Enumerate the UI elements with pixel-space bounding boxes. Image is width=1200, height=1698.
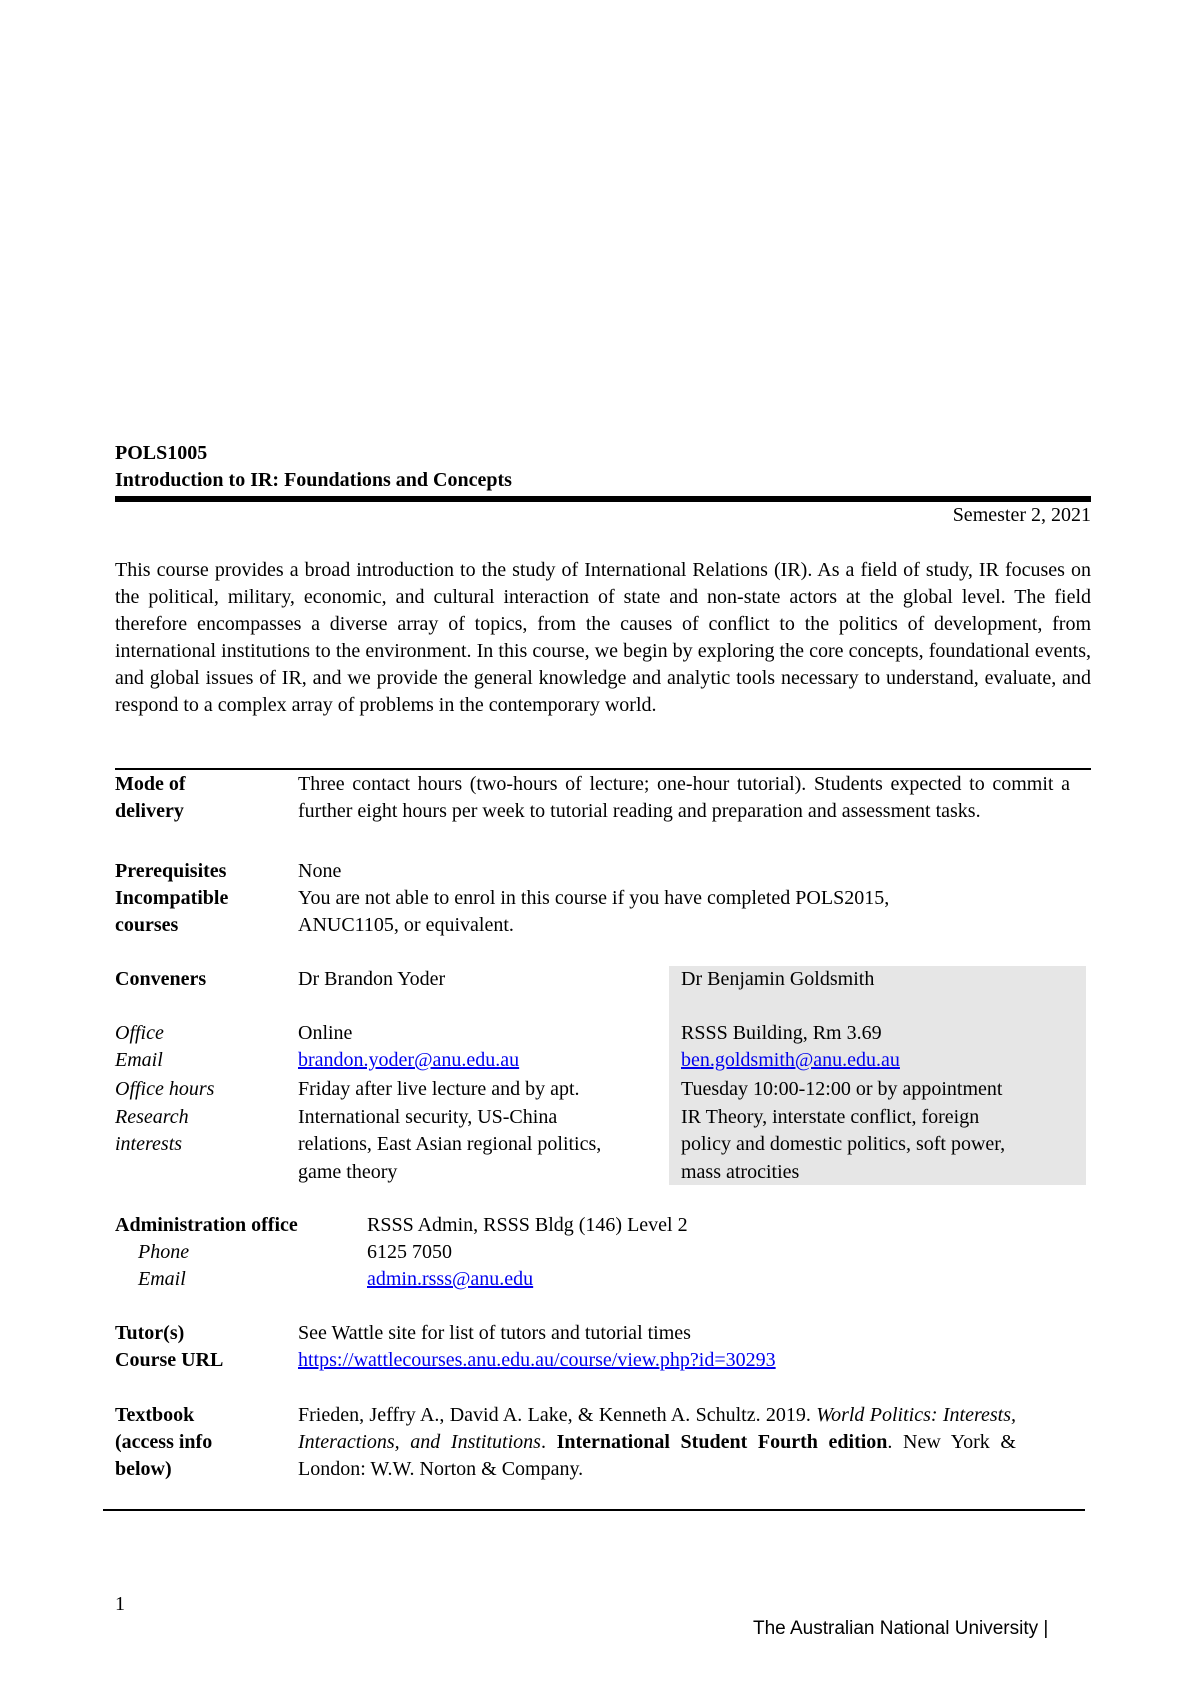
convener1-name: Dr Brandon Yoder [298, 968, 446, 990]
header-divider [115, 496, 1091, 502]
research-label-line2: interests [115, 1133, 183, 1155]
convener2-email-link[interactable]: ben.goldsmith@anu.edu.au [681, 1049, 900, 1071]
textbook-label-line1: Textbook [115, 1404, 195, 1426]
delivery-value: Three contact hours (two-hours of lecture; one-hour tutorial). Students expected to commit a further eight hours per week to tutorial reading and preparation and assessment tasks. [298, 773, 1070, 822]
prerequisites-label: Prerequisites [115, 860, 227, 882]
admin-email-label: Email [138, 1268, 186, 1290]
course-url-label: Course URL [115, 1349, 224, 1371]
convener1-research-line1: International security, US-China [298, 1106, 558, 1128]
conveners-label: Conveners [115, 968, 207, 990]
convener2-research-line3: mass atrocities [681, 1161, 800, 1183]
details-top-divider [115, 768, 1091, 770]
textbook-title: World Politics: Interests, Interactions, and Institutions [298, 1404, 1017, 1453]
convener2-name: Dr Benjamin Goldsmith [681, 968, 875, 990]
course-code: POLS1005 [115, 442, 208, 464]
delivery-label-line1: Mode of [115, 773, 186, 795]
admin-phone-label: Phone [138, 1241, 190, 1263]
admin-office-value: RSSS Admin, RSSS Bldg (146) Level 2 [367, 1214, 688, 1236]
admin-office-label: Administration office [115, 1214, 298, 1236]
convener1-hours: Friday after live lecture and by apt. [298, 1078, 580, 1100]
page-number: 1 [115, 1593, 125, 1615]
textbook-edition: International Student Fourth edition [556, 1431, 888, 1453]
textbook-label-line2: (access info [115, 1431, 213, 1453]
email-label: Email [115, 1049, 163, 1071]
tutors-value: See Wattle site for list of tutors and tutorial times [298, 1322, 691, 1344]
admin-email-link[interactable]: admin.rsss@anu.edu [367, 1268, 534, 1290]
incompatible-label-line1: Incompatible [115, 887, 229, 909]
textbook-publisher: . New York & London: W.W. Norton & Company. [298, 1431, 1016, 1480]
convener1-research-line2: relations, East Asian regional politics, [298, 1133, 602, 1155]
research-label-line1: Research [115, 1106, 189, 1128]
course-url-link[interactable]: https://wattlecourses.anu.edu.au/course/view.php?id=30293 [298, 1349, 776, 1371]
course-description: This course provides a broad introduction to the study of International Relations (IR). As a field of study, IR focuses on the political, military, economic, and cultural interaction of state and non-state actors at the global level. The field therefore encompasses a diverse array of topics, from the causes of conflict to the politics of development, from international institutions to the environment. In this course, we begin by exploring the core concepts, foundational events, and global issues of IR, and we provide the general knowledge and analytic tools necessary to understand, evaluate, and respond to a complex array of problems in the contemporary world. [115, 559, 1091, 716]
admin-phone-value: 6125 7050 [367, 1241, 452, 1263]
office-hours-label: Office hours [115, 1078, 215, 1100]
semester-label: Semester 2, 2021 [952, 504, 1091, 526]
convener2-research-line2: policy and domestic politics, soft power, [681, 1133, 1006, 1155]
incompatible-value-line1: You are not able to enrol in this course if you have completed POLS2015, [298, 887, 890, 909]
details-bottom-divider [103, 1509, 1085, 1511]
incompatible-value-line2: ANUC1105, or equivalent. [298, 914, 514, 936]
incompatible-label-line2: courses [115, 914, 179, 936]
convener1-email-link[interactable]: brandon.yoder@anu.edu.au [298, 1049, 520, 1071]
textbook-citation: Frieden, Jeffry A., David A. Lake, & Kenneth A. Schultz. 2019. World Politics: Interests, Interactions, and Institutions. International Student Fourth edition. New York & London: W.W. Norton & Company. [298, 1404, 1017, 1480]
footer-university: The Australian National University | [753, 1618, 1049, 1639]
convener2-research-line1: IR Theory, interstate conflict, foreign [681, 1106, 980, 1128]
convener1-research-line3: game theory [298, 1161, 398, 1183]
prerequisites-value: None [298, 860, 342, 882]
textbook-label-line3: below) [115, 1458, 172, 1480]
course-title: Introduction to IR: Foundations and Concepts [115, 469, 512, 491]
convener2-office: RSSS Building, Rm 3.69 [681, 1022, 882, 1044]
convener1-office: Online [298, 1022, 353, 1044]
textbook-authors: Frieden, Jeffry A., David A. Lake, & Kenneth A. Schultz. 2019. [298, 1404, 811, 1426]
tutors-label: Tutor(s) [115, 1322, 185, 1344]
delivery-label-line2: delivery [115, 800, 184, 822]
office-label: Office [115, 1022, 164, 1044]
convener2-hours: Tuesday 10:00-12:00 or by appointment [681, 1078, 1003, 1100]
